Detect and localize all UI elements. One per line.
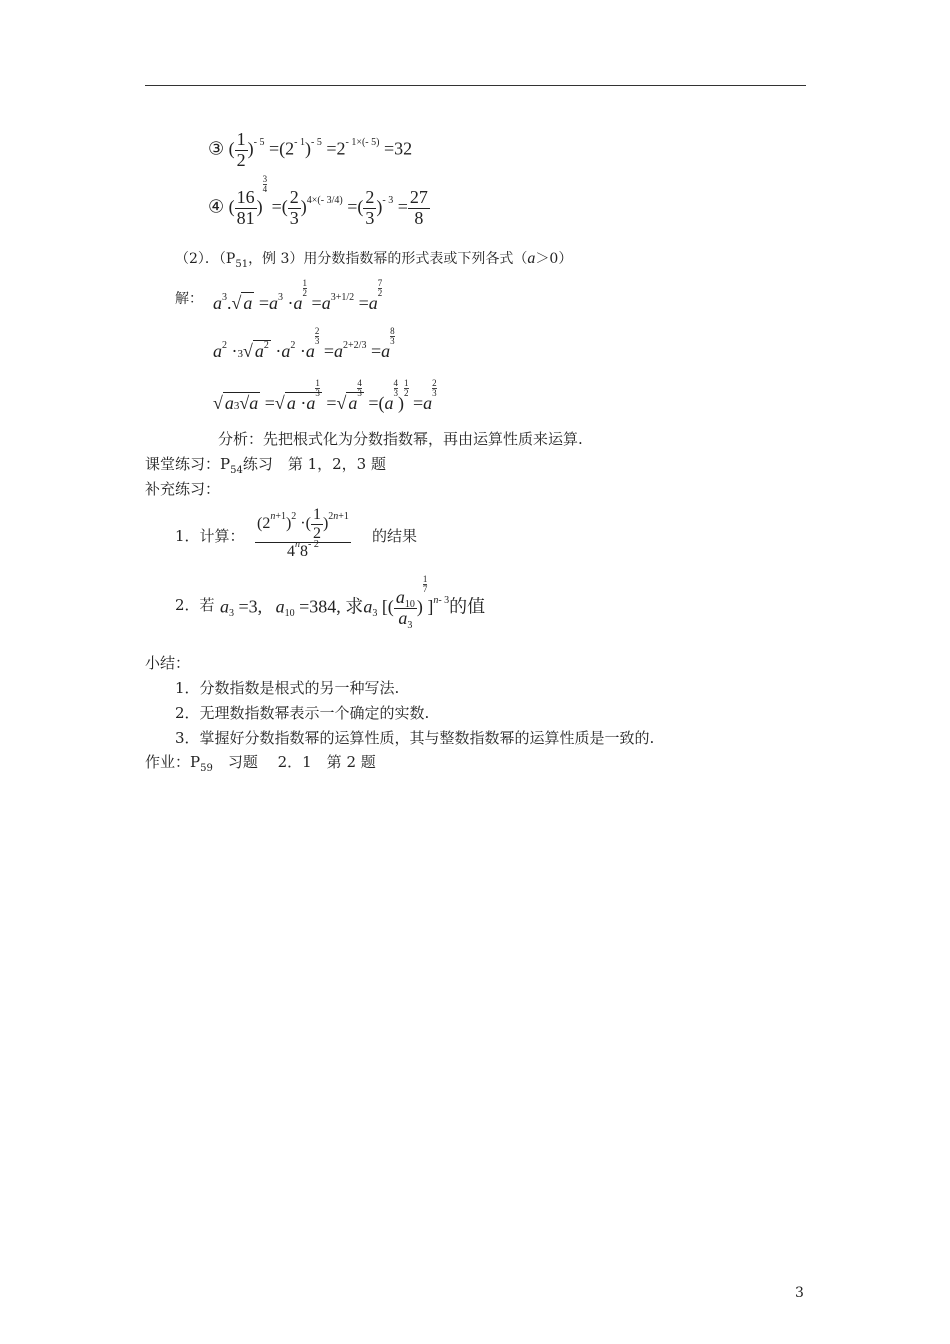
- result-value: 32: [394, 138, 413, 159]
- summary-item-1: 1．分数指数是根式的另一种写法.: [175, 679, 400, 697]
- analysis-text: 分析：先把根式化为分数指数幂，再由运算性质来运算.: [218, 430, 583, 448]
- supplement-q1-expr: $(2^{n+1})^2$ ·( $\frac{1}{2}$ )$^{2n+1}$ $4^n8^{- 2}$: [257, 506, 349, 561]
- solution-eq2: $a^2 \cdot 3√$ $a^2 \cdot a^2 \cdot a$ $\frac{2}{3}$ $=a^{2+2/3} =a$ $\frac{8}{3}$: [213, 326, 395, 361]
- supplement-q1-suffix: 的结果: [372, 527, 418, 545]
- equation-3: ③ ( $\frac{1}{2}$ )$^{- 5} =(2^{- 1})^{- 5} =2^{- 1\times(- 5)} =32$: [208, 129, 413, 170]
- header-rule: [145, 85, 806, 86]
- supplement-q1-label: 1．计算：: [175, 527, 245, 545]
- homework: 作业：$P_{59}$ 习题 2．1 第 2 题: [145, 753, 376, 774]
- supplement-title: 补充练习：: [145, 480, 221, 498]
- solution-eq3: √ a3√a =√ a ·a $\frac{1}{3}$ =√ a $\frac{4}{3}$ =(a $\frac{4}{3}$ ) $\frac{1}{2}$ =a $\frac{2}{3}$: [213, 378, 437, 413]
- summary-title: 小结：: [145, 654, 191, 672]
- problem-2: （2）．（$P_{51}$，例 3）用分数指数幂的形式表或下列各式（a＞0）: [175, 250, 573, 270]
- summary-item-3: 3．掌握好分数指数幂的运算性质，其与整数指数幂的运算性质是一致的.: [175, 729, 655, 747]
- solution-label: 解：: [175, 291, 203, 307]
- equation-4: ④ ( $\frac{16}{81}$ ) $\frac{3}{4}$ =( $\frac{2}{3}$ )$^{4\times(- 3/4)}$ =( $\frac{2}{3}$ )$^{- 3}$ = $\frac{27}{8}$: [208, 174, 428, 228]
- item-marker: ④: [208, 196, 225, 217]
- summary-item-2: 2．无理数指数幂表示一个确定的实数.: [175, 704, 430, 722]
- supplement-q2-expr: $a_3 =3$, $a_{10} =384$, 求$a_3$ [( $\frac{a_{10}}{a_3}$ ) $\frac{1}{7}$ ]$^{n- 3}$的值: [220, 574, 486, 631]
- page-number: 3: [795, 1285, 804, 1301]
- item-marker: ③: [208, 138, 225, 159]
- solution-eq1: $a^3.√$ $a =a^3 \cdot a$ $\frac{1}{2}$ $=a^{3+1/2} =a$ $\frac{7}{2}$: [213, 278, 383, 313]
- classroom-exercise: 课堂练习：$P_{54}$练习 第 1，2，3 题: [145, 455, 386, 476]
- supplement-q2-label: 2．若: [175, 596, 215, 614]
